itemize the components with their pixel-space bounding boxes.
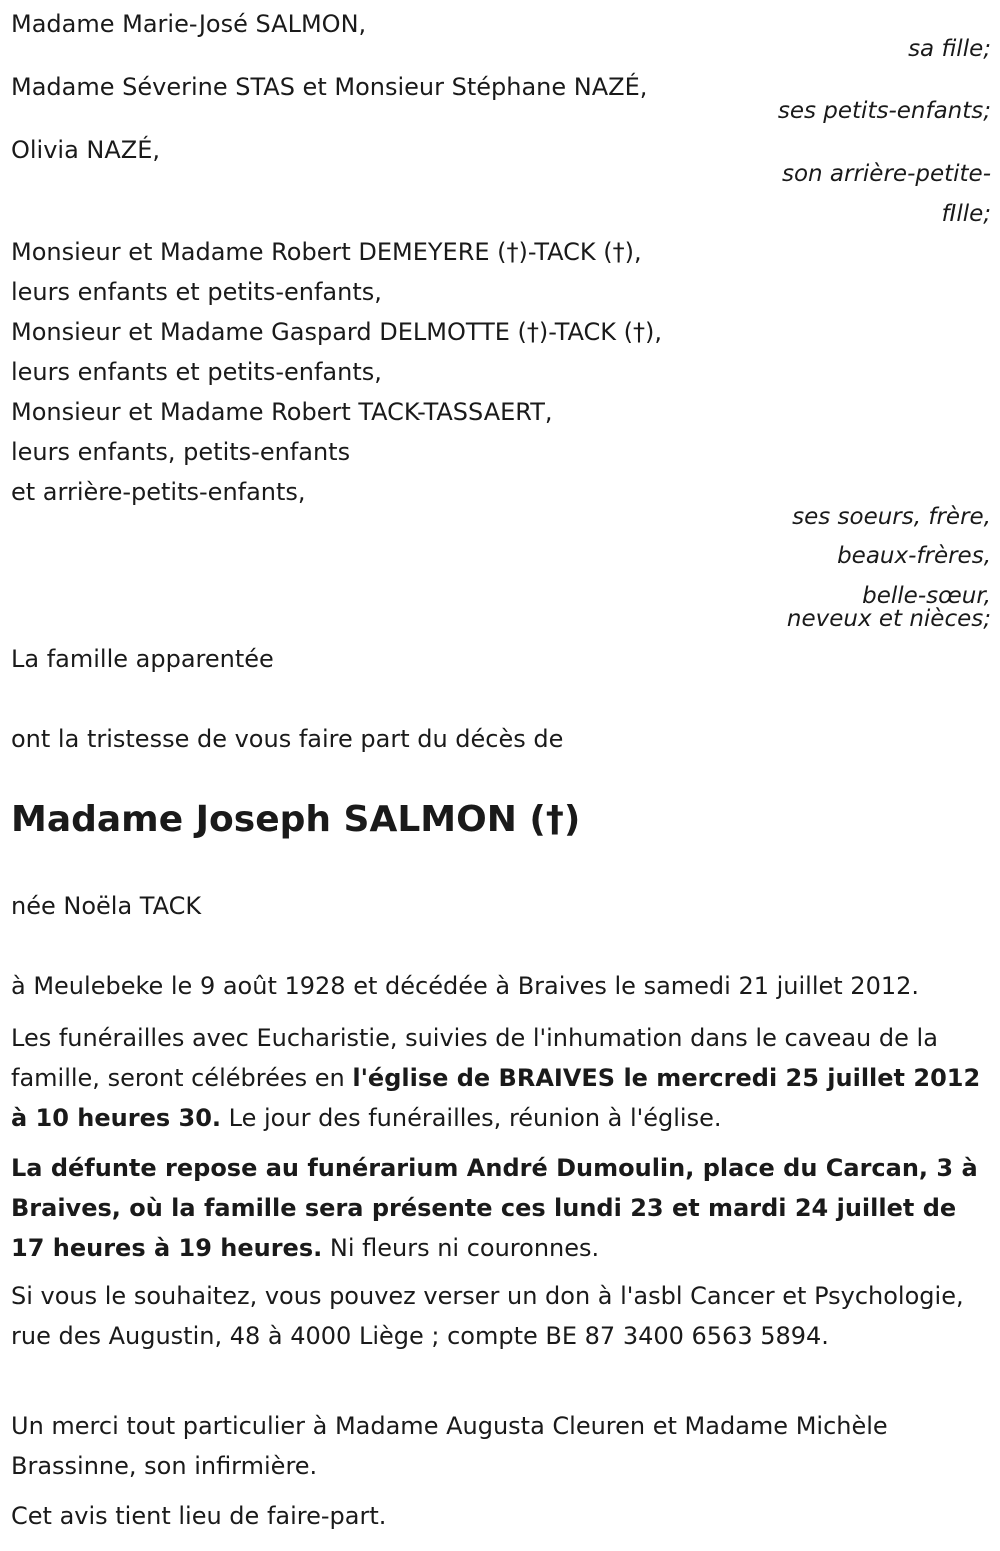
thanks-paragraph: Un merci tout particulier à Madame Augusta Cleuren et Madame Michèle Brassinne, son infirmière. [11, 1412, 888, 1480]
birth-death-details: à Meulebeke le 9 août 1928 et décédée à Braives le samedi 21 juillet 2012. [11, 972, 920, 1000]
sibling-line: leurs enfants et petits-enfants, [11, 358, 382, 386]
deceased-name: Madame Joseph SALMON (†) [11, 799, 581, 840]
daughter-name: Madame Marie-José SALMON, [11, 10, 367, 38]
announcement-intro: ont la tristesse de vous faire part du décès de [11, 725, 564, 753]
funeral-gathering-text: Le jour des funérailles, réunion à l'église. [221, 1104, 722, 1132]
sibling-line: et arrière-petits-enfants, [11, 478, 306, 506]
sibling-line: leurs enfants, petits-enfants [11, 438, 351, 466]
no-flowers-text: Ni fleurs ni couronnes. [322, 1234, 600, 1262]
great-grandchild-name: Olivia NAZÉ, [11, 136, 161, 164]
siblings-role-line: belle-sœur, [862, 583, 991, 609]
daughter-role: sa fille; [908, 36, 991, 62]
visitation-paragraph [11, 1148, 991, 1268]
great-grandchild-role-line-1: son arrière-petite- [781, 161, 991, 187]
sibling-line: Monsieur et Madame Robert TACK-TASSAERT, [11, 398, 553, 426]
funeral-text: Les funérailles avec Eucharistie, suivies de l'inhumation dans le caveau de la famille, seront célébrées en [11, 1024, 938, 1092]
birth-name: née Noëla TACK [11, 892, 202, 920]
sibling-line: leurs enfants et petits-enfants, [11, 278, 382, 306]
siblings-role-line: neveux et nièces; [786, 606, 991, 632]
funeral-details-paragraph [11, 1018, 991, 1138]
siblings-role-line: beaux-frères, [837, 543, 991, 569]
sibling-line: Monsieur et Madame Robert DEMEYERE (†)-TACK (†), [11, 238, 642, 266]
donation-paragraph: Si vous le souhaitez, vous pouvez verser un don à l'asbl Cancer et Psychologie, rue des Augustin, 48 à 4000 Liège ; compte BE 87 3400 6563 5894. [11, 1282, 964, 1350]
grandchildren-role: ses petits-enfants; [777, 98, 991, 124]
siblings-role-line: ses soeurs, frère, [792, 504, 991, 530]
related-family: La famille apparentée [11, 645, 274, 673]
funeral-location-time: l'église de BRAIVES le mercredi 25 juillet 2012 à 10 heures 30. [11, 1064, 981, 1132]
visitation-details: La défunte repose au funérarium André Dumoulin, place du Carcan, 3 à Braives, où la famille sera présente ces lundi 23 et mardi 24 juillet de 17 heures à 19 heures. [11, 1154, 978, 1262]
sibling-line: Monsieur et Madame Gaspard DELMOTTE (†)-TACK (†), [11, 318, 662, 346]
closing-note: Cet avis tient lieu de faire-part. [11, 1502, 387, 1530]
grandchildren-names: Madame Séverine STAS et Monsieur Stéphane NAZÉ, [11, 73, 648, 101]
great-grandchild-role-line-2: fIlle; [941, 201, 991, 227]
